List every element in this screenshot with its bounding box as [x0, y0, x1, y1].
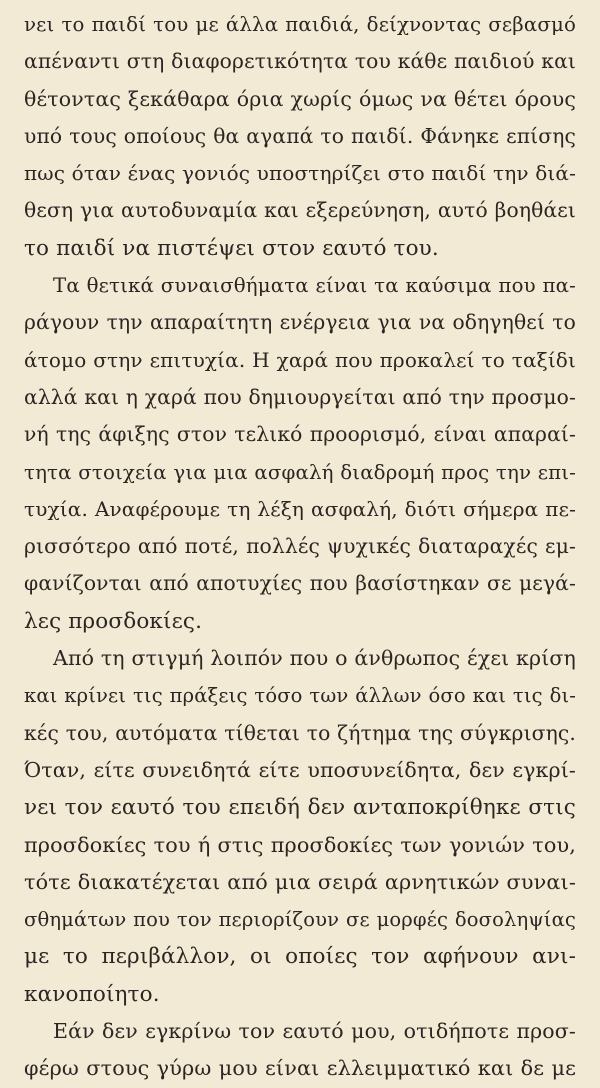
- text-line: πως όταν ένας γονιός υποστηρίζει στο παιδί την διά-: [24, 161, 576, 186]
- text-line: ράγουν την απαραίτητη ενέργεια για να οδηγηθεί το: [24, 310, 576, 335]
- text-line: νει τον εαυτό του επειδή δεν ανταποκρίθηκε στις: [24, 795, 576, 821]
- text-line: κές του, αυτόματα τίθεται το ζήτημα της σύγκρισης.: [24, 720, 576, 745]
- paragraph-positive-emotions: [24, 267, 576, 640]
- text-line: τότε διακατέχεται από μια σειρά αρνητικών συναι-: [24, 869, 576, 894]
- text-line: φανίζονται από αποτυχίες που βασίστηκαν σε μεγά-: [24, 571, 576, 596]
- text-line: ρισσότερο από ποτέ, πολλές ψυχικές διαταραχές εμ-: [24, 534, 576, 559]
- paragraph-continued: [24, 6, 576, 267]
- text-line: σθημάτων που τον περιορίζουν σε μορφές δοσοληψίας: [24, 908, 576, 932]
- text-line: φέρω στους γύρω μου είναι ελλειμματικό και δε με: [24, 1056, 576, 1081]
- text-line: κανοποίητο.: [24, 981, 160, 1007]
- text-line: τητα στοιχεία για μια ασφαλή διαδρομή προς την επι-: [24, 460, 576, 484]
- text-line: Όταν, είτε συνειδητά είτε υποσυνείδητα, δεν εγκρί-: [24, 757, 576, 782]
- text-line: υπό τους οποίους θα αγαπά το παιδί. Φάνηκε επίσης: [24, 123, 576, 148]
- text-line: αλλά και η χαρά που δημιουργείται από την προσμο-: [24, 384, 576, 409]
- text-line: λες προσδοκίες.: [24, 608, 203, 634]
- text-line: νή της άφιξης στον τελικό προορισμό, είναι απαραί-: [24, 422, 576, 447]
- text-line: με το περιβάλλον, οι οποίες τον αφήνουν ανι-: [24, 944, 576, 970]
- text-line: Εάν δεν εγκρίνω τον εαυτό μου, οτιδήποτε προσ-: [53, 1019, 576, 1044]
- paragraph-self-approval: [24, 1013, 576, 1088]
- text-line: θεση για αυτοδυναμία και εξερεύνηση, αυτό βοηθάει: [24, 198, 576, 223]
- text-line: προσδοκίες του ή στις προσδοκίες των γονιών του,: [24, 832, 576, 857]
- paragraph-judgement: [24, 640, 576, 1013]
- text-line: άτομο στην επιτυχία. Η χαρά που προκαλεί το ταξίδι: [24, 347, 576, 372]
- text-line: το παιδί να πιστέψει στον εαυτό του.: [24, 235, 439, 261]
- text-line: τυχία. Αναφέρουμε τη λέξη ασφαλή, διότι σήμερα πε-: [24, 496, 576, 521]
- text-line: Τα θετικά συναισθήματα είναι τα καύσιμα που πα-: [53, 274, 576, 298]
- text-line: νει το παιδί του με άλλα παιδιά, δείχνοντας σεβασμό: [24, 13, 576, 36]
- text-line: θέτοντας ξεκάθαρα όρια χωρίς όμως να θέτει όρους: [24, 86, 576, 111]
- text-line: Από τη στιγμή λοιπόν που ο άνθρωπος έχει κρίση: [53, 646, 576, 671]
- text-line: απέναντι στη διαφορετικότητα του κάθε παιδιού και: [24, 49, 576, 74]
- text-line: και κρίνει τις πράξεις τόσο των άλλων όσο και τις δι-: [24, 684, 576, 708]
